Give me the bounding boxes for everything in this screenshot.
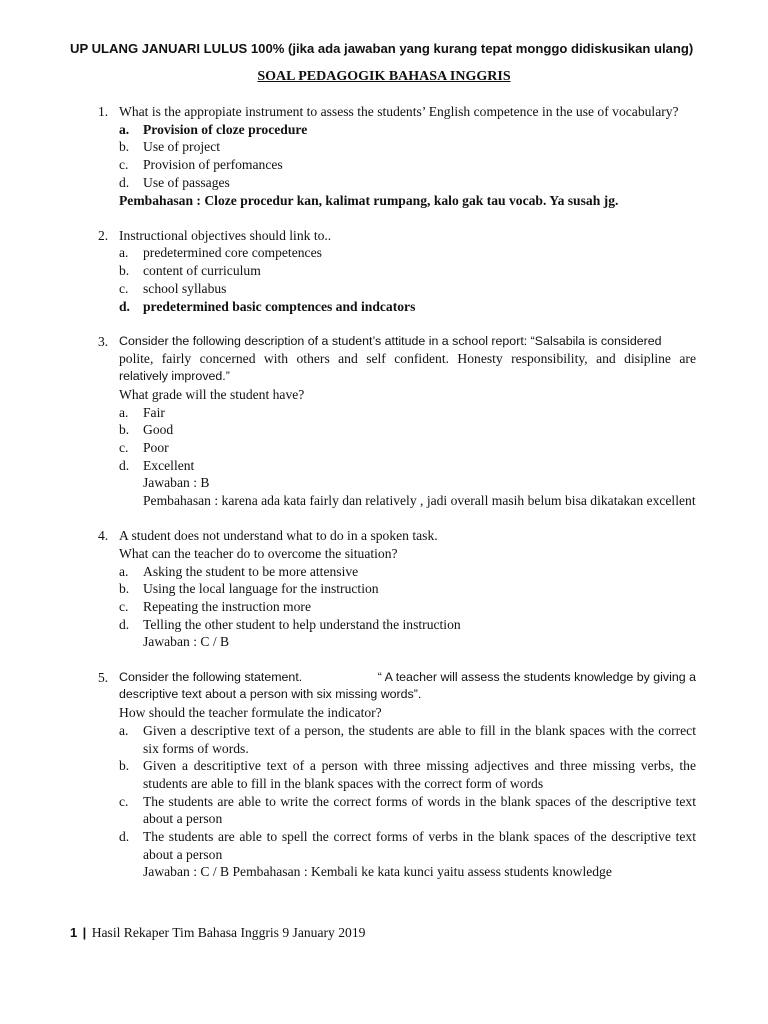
option-text: Given a descriptive text of a person, the students are able to fill in the blank spaces with the correct six forms of words. bbox=[143, 722, 696, 756]
option-letter: a. bbox=[119, 563, 129, 579]
option-letter: a. bbox=[119, 121, 130, 137]
option-b bbox=[98, 580, 696, 598]
option-text: Provision of cloze procedure bbox=[143, 121, 308, 137]
page-footer bbox=[70, 925, 365, 941]
option-d-correct bbox=[98, 298, 696, 316]
option-text: The students are able to spell the correct forms of verbs in the blank spaces of the descriptive text about a person bbox=[143, 829, 696, 862]
option-c bbox=[98, 156, 696, 174]
page-title: SOAL PEDAGOGIK BAHASA INGGRIS bbox=[257, 69, 511, 84]
option-text: Use of project bbox=[143, 139, 221, 155]
question-text: What is the appropiate instrument to assess the students’ English competence in the use of vocabulary? bbox=[119, 104, 679, 119]
question-3 bbox=[98, 333, 696, 510]
option-text: content of curriculum bbox=[143, 263, 261, 279]
option-letter: d. bbox=[119, 457, 130, 473]
option-c bbox=[98, 793, 696, 828]
option-b bbox=[98, 262, 696, 280]
question-number: 4. bbox=[98, 528, 109, 544]
option-text: Provision of perfomances bbox=[143, 157, 283, 173]
option-letter: a. bbox=[119, 245, 129, 261]
option-letter: c. bbox=[119, 280, 129, 296]
footer-text: Hasil Rekaper Tim Bahasa Inggris 9 January 2019 bbox=[91, 925, 366, 940]
question-number: 2. bbox=[98, 227, 109, 243]
question-list bbox=[98, 103, 696, 881]
option-a bbox=[98, 722, 696, 757]
question-text-part-1: Consider the following statement. bbox=[119, 669, 303, 684]
answer-text: Jawaban : C / B Pembahasan : Kembali ke kata kunci yaitu assess students knowledge bbox=[143, 864, 612, 880]
question-2 bbox=[98, 227, 696, 316]
option-letter: a. bbox=[119, 404, 129, 420]
option-text: school syllabus bbox=[143, 280, 227, 296]
question-text-line-2: polite, fairly concerned with others and self confident. Honesty responsibility, and disipline are bbox=[119, 351, 696, 367]
option-letter: c. bbox=[119, 157, 129, 173]
question-text-part-2: “ A teacher will assess the students knowledge by giving a bbox=[377, 669, 696, 684]
option-letter: b. bbox=[119, 581, 130, 597]
option-text: predetermined core competences bbox=[143, 245, 322, 261]
option-letter: b. bbox=[119, 139, 130, 155]
option-c bbox=[98, 598, 696, 616]
option-letter: d. bbox=[119, 174, 130, 190]
option-d bbox=[98, 616, 696, 634]
option-text: Using the local language for the instruction bbox=[143, 581, 379, 597]
option-text: Use of passages bbox=[143, 174, 230, 190]
question-number: 3. bbox=[98, 333, 109, 349]
option-a bbox=[98, 404, 696, 422]
option-text: Repeating the instruction more bbox=[143, 599, 311, 615]
question-text-line-3: relatively improved.” bbox=[119, 369, 230, 384]
page-number: 1 bbox=[70, 925, 78, 940]
option-letter: d. bbox=[119, 829, 130, 845]
option-b bbox=[98, 138, 696, 156]
option-letter: a. bbox=[119, 722, 129, 738]
option-text: Excellent bbox=[143, 457, 195, 473]
option-letter: c. bbox=[119, 793, 129, 809]
discussion-text: Pembahasan : karena ada kata fairly dan relatively , jadi overall masih belum bisa dikatakan excellent bbox=[143, 493, 696, 509]
option-letter: b. bbox=[119, 758, 130, 774]
option-text: Fair bbox=[143, 404, 165, 420]
option-text: predetermined basic comptences and indcators bbox=[143, 298, 416, 314]
option-d bbox=[98, 174, 696, 192]
option-d bbox=[98, 457, 696, 475]
question-5 bbox=[98, 669, 696, 881]
option-b bbox=[98, 757, 696, 792]
question-text: A student does not understand what to do in a spoken task. bbox=[119, 528, 438, 544]
option-letter: d. bbox=[119, 298, 130, 314]
question-text-line-2: descriptive text about a person with six missing words”. bbox=[119, 687, 422, 702]
question-number: 1. bbox=[98, 104, 109, 119]
option-letter: b. bbox=[119, 422, 130, 438]
option-text: Good bbox=[143, 422, 174, 438]
footer-separator: | bbox=[82, 925, 87, 940]
question-text-line-1 bbox=[119, 669, 696, 687]
option-text: Asking the student to be more attensive bbox=[143, 563, 359, 579]
option-a bbox=[98, 563, 696, 581]
option-c bbox=[98, 439, 696, 457]
sub-question: What grade will the student have? bbox=[119, 386, 305, 402]
option-text: The students are able to write the correct forms of words in the blank spaces of the descriptive text about a person bbox=[143, 793, 696, 827]
option-a bbox=[98, 244, 696, 262]
question-4 bbox=[98, 527, 696, 651]
sub-question: What can the teacher do to overcome the situation? bbox=[119, 545, 398, 561]
option-letter: d. bbox=[119, 616, 130, 632]
option-c bbox=[98, 280, 696, 298]
option-text: Telling the other student to help understand the instruction bbox=[143, 616, 461, 632]
answer-text: Jawaban : C / B bbox=[143, 634, 230, 650]
option-text: Poor bbox=[143, 439, 169, 455]
option-letter: c. bbox=[119, 439, 129, 455]
question-1 bbox=[98, 103, 696, 209]
sub-question: How should the teacher formulate the indicator? bbox=[119, 705, 382, 721]
option-letter: b. bbox=[119, 263, 130, 279]
option-b bbox=[98, 421, 696, 439]
option-letter: c. bbox=[119, 599, 129, 615]
question-text: Instructional objectives should link to.. bbox=[119, 227, 332, 243]
question-number: 5. bbox=[98, 669, 109, 685]
discussion-text: Pembahasan : Cloze procedur kan, kalimat rumpang, kalo gak tau vocab. Ya susah jg. bbox=[119, 192, 619, 208]
option-a-correct bbox=[98, 121, 696, 139]
answer-text: Jawaban : B bbox=[143, 475, 210, 491]
option-text: Given a descritiptive text of a person with three missing adjectives and three missing verbs, the students are able to fill in the blank spaces with the correct form of words bbox=[143, 758, 696, 791]
page-header: UP ULANG JANUARI LULUS 100% (jika ada jawaban yang kurang tepat monggo didiskusikan ulang) bbox=[70, 41, 694, 56]
question-text-line-1: Consider the following description of a student’s attitude in a school report: “Salsabila is considered bbox=[119, 333, 662, 348]
option-d bbox=[98, 828, 696, 863]
